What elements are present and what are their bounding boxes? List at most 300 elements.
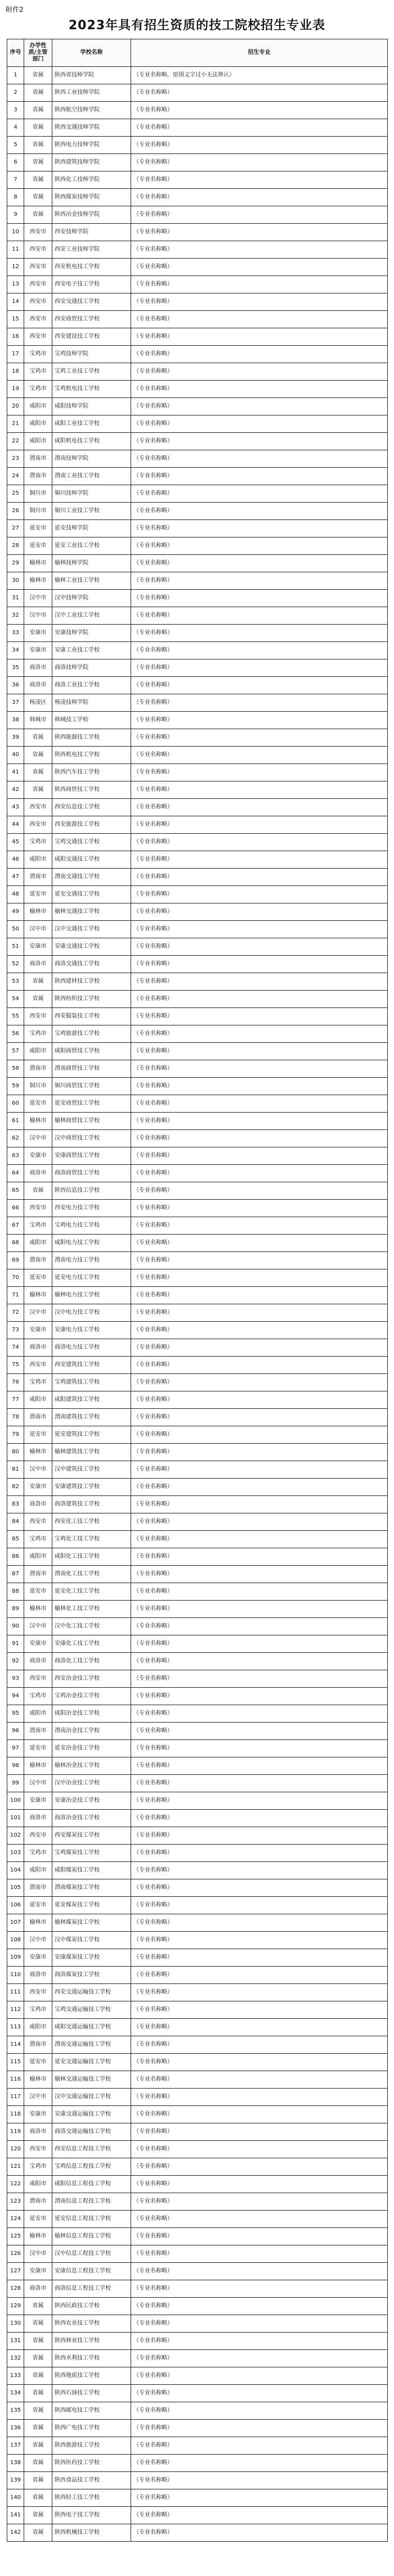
table-row: [7, 2402, 388, 2420]
cell-serial: 125: [7, 2228, 24, 2245]
cell-serial: 135: [7, 2402, 24, 2420]
cell-org: 西安市: [24, 311, 52, 328]
cell-org: 商洛市: [24, 1653, 52, 1670]
cell-org: 渭南市: [24, 1252, 52, 1269]
cell-org: 汉中市: [24, 607, 52, 625]
cell-majors: （专业名称略）: [131, 1095, 388, 1113]
cell-org: 西安市: [24, 293, 52, 311]
cell-school: 商洛技师学院: [52, 659, 131, 677]
cell-org: 延安市: [24, 537, 52, 555]
cell-serial: 117: [7, 2089, 24, 2106]
cell-serial: 121: [7, 2158, 24, 2176]
cell-org: 省属: [24, 2333, 52, 2350]
cell-org: 省属: [24, 67, 52, 84]
cell-org: 咸阳市: [24, 415, 52, 433]
cell-majors: （专业名称略）: [131, 259, 388, 276]
cell-org: 铜川市: [24, 1078, 52, 1095]
cell-school: 延安化工技工学校: [52, 1583, 131, 1601]
cell-majors: （专业名称略）: [131, 2054, 388, 2071]
cell-serial: 20: [7, 398, 24, 415]
cell-school: 商洛煤炭技工学校: [52, 1967, 131, 1984]
cell-school: 陕西汽车技工学校: [52, 764, 131, 781]
table-row: [7, 1949, 388, 1967]
cell-majors: （专业名称略）: [131, 1897, 388, 1914]
cell-school: 咸阳商贸技工学校: [52, 1043, 131, 1060]
cell-majors: （专业名称略）: [131, 764, 388, 781]
cell-school: 陕西冶金技师学院: [52, 206, 131, 224]
cell-org: 渭南市: [24, 2193, 52, 2211]
cell-school: 延安商贸技工学校: [52, 1095, 131, 1113]
cell-org: 商洛市: [24, 956, 52, 973]
cell-majors: （专业名称略）: [131, 363, 388, 381]
table-row: [7, 503, 388, 520]
cell-majors: （专业名称略）: [131, 1914, 388, 1932]
table-row: [7, 1653, 388, 1670]
table-row: [7, 1810, 388, 1827]
table-row: [7, 241, 388, 259]
table-row: [7, 1688, 388, 1705]
cell-org: 安康市: [24, 1147, 52, 1165]
cell-org: 杨凌区: [24, 694, 52, 712]
table-row: [7, 642, 388, 659]
cell-school: 陕西水利技工学校: [52, 2350, 131, 2367]
cell-majors: （专业名称略）: [131, 2385, 388, 2402]
cell-school: 陕西航空技师学院: [52, 102, 131, 119]
cell-org: 省属: [24, 154, 52, 171]
cell-school: 延安工业技工学校: [52, 537, 131, 555]
cell-serial: 71: [7, 1287, 24, 1304]
cell-org: 省属: [24, 2315, 52, 2333]
cell-serial: 116: [7, 2071, 24, 2089]
cell-majors: （专业名称略）: [131, 2106, 388, 2123]
table-row: [7, 102, 388, 119]
cell-org: 西安市: [24, 1008, 52, 1025]
cell-majors: （专业名称略）: [131, 1339, 388, 1357]
cell-majors: （专业名称略）: [131, 1496, 388, 1513]
cell-org: 汉中市: [24, 921, 52, 938]
cell-school: 陕西农业技工学校: [52, 2315, 131, 2333]
cell-serial: 97: [7, 1740, 24, 1757]
table-row: [7, 1304, 388, 1322]
table-row: [7, 1130, 388, 1147]
cell-majors: （专业名称略）: [131, 276, 388, 293]
cell-org: 省属: [24, 206, 52, 224]
cell-school: 西安机电技工学校: [52, 259, 131, 276]
cell-serial: 67: [7, 1217, 24, 1235]
cell-majors: （专业名称略）: [131, 2524, 388, 2542]
cell-majors: （专业名称略）: [131, 415, 388, 433]
cell-serial: 16: [7, 328, 24, 346]
cell-majors: （专业名称略）: [131, 2123, 388, 2141]
cell-majors: （专业名称略）: [131, 468, 388, 485]
cell-majors: （专业名称略）: [131, 1025, 388, 1043]
table-row: [7, 2472, 388, 2489]
cell-serial: 85: [7, 1531, 24, 1548]
cell-serial: 128: [7, 2280, 24, 2298]
cell-majors: （专业名称略）: [131, 189, 388, 206]
cell-org: 延安市: [24, 2211, 52, 2228]
cell-serial: 65: [7, 1182, 24, 1200]
cell-school: 渭南冶金技工学校: [52, 1723, 131, 1740]
table-row: [7, 2141, 388, 2158]
table-row: [7, 2193, 388, 2211]
cell-serial: 120: [7, 2141, 24, 2158]
table-row: [7, 2071, 388, 2089]
cell-org: 延安市: [24, 1269, 52, 1287]
cell-school: 汉中电力技工学校: [52, 1304, 131, 1322]
cell-school: 西安信息工程技工学校: [52, 2141, 131, 2158]
table-row: [7, 747, 388, 764]
cell-org: 省属: [24, 2385, 52, 2402]
cell-school: 宝鸡化工技工学校: [52, 1531, 131, 1548]
cell-majors: （专业名称略）: [131, 1426, 388, 1444]
table-row: [7, 2420, 388, 2437]
cell-serial: 49: [7, 903, 24, 921]
table-row: [7, 1461, 388, 1479]
cell-majors: （专业名称略）: [131, 171, 388, 189]
cell-school: 延安信息工程技工学校: [52, 2211, 131, 2228]
cell-org: 西安市: [24, 1670, 52, 1688]
cell-majors: （专业名称略）: [131, 119, 388, 137]
cell-school: 榆林商贸技工学校: [52, 1113, 131, 1130]
cell-school: 西安交通运输技工学校: [52, 1984, 131, 2001]
cell-org: 安康市: [24, 1479, 52, 1496]
cell-school: 渭南交通技工学校: [52, 869, 131, 886]
table-row: [7, 415, 388, 433]
cell-majors: （专业名称略）: [131, 1635, 388, 1653]
cell-school: 榆林工业技工学校: [52, 572, 131, 590]
cell-majors: （专业名称略）: [131, 328, 388, 346]
table-row: [7, 625, 388, 642]
cell-school: 咸阳电力技工学校: [52, 1235, 131, 1252]
table-row: [7, 781, 388, 799]
table-row: [7, 84, 388, 102]
cell-majors: （专业名称略）: [131, 694, 388, 712]
cell-org: 榆林市: [24, 1757, 52, 1775]
table-row: [7, 1879, 388, 1897]
cell-majors: （专业名称略）: [131, 590, 388, 607]
table-row: [7, 834, 388, 851]
cell-serial: 51: [7, 938, 24, 956]
cell-majors: （专业名称略）: [131, 799, 388, 816]
cell-majors: （专业名称略）: [131, 2176, 388, 2193]
cell-majors: （专业名称略）: [131, 1670, 388, 1688]
cell-majors: （专业名称略）: [131, 851, 388, 869]
cell-school: 陕西旅游技工学校: [52, 2437, 131, 2455]
cell-serial: 38: [7, 712, 24, 729]
cell-org: 汉中市: [24, 1618, 52, 1635]
cell-majors: （专业名称略）: [131, 2071, 388, 2089]
table-row: [7, 189, 388, 206]
cell-serial: 21: [7, 415, 24, 433]
cell-school: 汉中建筑技工学校: [52, 1461, 131, 1479]
cell-school: 榆林信息工程技工学校: [52, 2228, 131, 2245]
cell-school: 咸阳信息工程技工学校: [52, 2176, 131, 2193]
cell-org: 汉中市: [24, 590, 52, 607]
table-row: [7, 2001, 388, 2019]
cell-org: 宝鸡市: [24, 2158, 52, 2176]
cell-school: 陕西交通技师学院: [52, 119, 131, 137]
cell-org: 咸阳市: [24, 2176, 52, 2193]
cell-serial: 122: [7, 2176, 24, 2193]
cell-serial: 46: [7, 851, 24, 869]
cell-org: 渭南市: [24, 1566, 52, 1583]
cell-serial: 40: [7, 747, 24, 764]
cell-serial: 35: [7, 659, 24, 677]
table-row: [7, 1862, 388, 1879]
cell-serial: 84: [7, 1513, 24, 1531]
majors-table: [7, 39, 388, 2542]
table-row: [7, 1322, 388, 1339]
cell-org: 西安市: [24, 1513, 52, 1531]
cell-majors: （专业名称略）: [131, 1147, 388, 1165]
cell-school: 陕西食品技工学校: [52, 2472, 131, 2489]
cell-serial: 108: [7, 1932, 24, 1949]
cell-org: 宝鸡市: [24, 1374, 52, 1391]
cell-org: 榆林市: [24, 2071, 52, 2089]
cell-serial: 113: [7, 2019, 24, 2036]
cell-majors: （专业名称略）: [131, 2228, 388, 2245]
cell-org: 省属: [24, 991, 52, 1008]
header-org: 办学性质/主管部门: [24, 39, 52, 67]
cell-serial: 132: [7, 2350, 24, 2367]
table-row: [7, 2333, 388, 2350]
cell-school: 杨凌技师学院: [52, 694, 131, 712]
table-row: [7, 2019, 388, 2036]
cell-org: 省属: [24, 2420, 52, 2437]
cell-org: 榆林市: [24, 1914, 52, 1932]
cell-school: 汉中信息工程技工学校: [52, 2245, 131, 2263]
cell-org: 渭南市: [24, 2036, 52, 2054]
cell-serial: 95: [7, 1705, 24, 1723]
page-title: 2023年具有招生资质的技工院校招生专业表: [68, 19, 326, 33]
table-row: [7, 1792, 388, 1810]
cell-serial: 66: [7, 1200, 24, 1217]
cell-serial: 36: [7, 677, 24, 694]
cell-serial: 141: [7, 2507, 24, 2524]
cell-school: 宝鸡交通技工学校: [52, 834, 131, 851]
cell-majors: （专业名称略）: [131, 921, 388, 938]
table-row: [7, 293, 388, 311]
cell-majors: （专业名称略）: [131, 1287, 388, 1304]
cell-school: 陕西化工技师学院: [52, 171, 131, 189]
cell-org: 省属: [24, 781, 52, 799]
cell-school: 榆林冶金技工学校: [52, 1757, 131, 1775]
cell-majors: （专业名称略）: [131, 433, 388, 450]
cell-majors: （专业名称略）: [131, 241, 388, 259]
cell-majors: （专业名称略）: [131, 1932, 388, 1949]
cell-majors: （专业名称略）: [131, 1967, 388, 1984]
cell-serial: 112: [7, 2001, 24, 2019]
cell-majors: （专业名称略）: [131, 2158, 388, 2176]
cell-school: 渭南建筑技工学校: [52, 1409, 131, 1426]
table-row: [7, 1113, 388, 1130]
cell-serial: 7: [7, 171, 24, 189]
cell-school: 渭南煤炭技工学校: [52, 1879, 131, 1897]
cell-serial: 92: [7, 1653, 24, 1670]
cell-school: 安康交通运输技工学校: [52, 2106, 131, 2123]
cell-school: 宝鸡工业技工学校: [52, 363, 131, 381]
cell-majors: （专业名称略）: [131, 2263, 388, 2280]
cell-serial: 45: [7, 834, 24, 851]
cell-serial: 61: [7, 1113, 24, 1130]
cell-serial: 76: [7, 1374, 24, 1391]
cell-org: 商洛市: [24, 1165, 52, 1182]
cell-serial: 15: [7, 311, 24, 328]
header-serial: 序号: [7, 39, 24, 67]
cell-school: 陕西信息技工学校: [52, 1182, 131, 1200]
cell-org: 商洛市: [24, 1967, 52, 1984]
cell-school: 商洛电力技工学校: [52, 1339, 131, 1357]
cell-org: 西安市: [24, 799, 52, 816]
cell-org: 安康市: [24, 1322, 52, 1339]
cell-majors: （专业名称略）: [131, 2420, 388, 2437]
cell-serial: 11: [7, 241, 24, 259]
cell-school: 延安技师学院: [52, 520, 131, 537]
cell-org: 省属: [24, 2507, 52, 2524]
cell-school: 陕西邮电技工学校: [52, 2402, 131, 2420]
table-row: [7, 1583, 388, 1601]
table-row: [7, 1496, 388, 1513]
cell-school: 延安煤炭技工学校: [52, 1897, 131, 1914]
cell-serial: 106: [7, 1897, 24, 1914]
cell-majors: （专业名称略）: [131, 973, 388, 991]
cell-school: 铜川工业技工学校: [52, 503, 131, 520]
table-row: [7, 2489, 388, 2507]
table-row: [7, 764, 388, 781]
cell-majors: （专业名称略）: [131, 555, 388, 572]
cell-majors: （专业名称略）: [131, 642, 388, 659]
cell-school: 安康信息工程技工学校: [52, 2263, 131, 2280]
cell-school: 榆林煤炭技工学校: [52, 1914, 131, 1932]
cell-majors: （专业名称略）: [131, 398, 388, 415]
cell-org: 西安市: [24, 328, 52, 346]
cell-serial: 136: [7, 2420, 24, 2437]
cell-org: 省属: [24, 1182, 52, 1200]
cell-serial: 31: [7, 590, 24, 607]
cell-school: 延安交通运输技工学校: [52, 2054, 131, 2071]
cell-serial: 34: [7, 642, 24, 659]
cell-majors: （专业名称略）: [131, 938, 388, 956]
table-row: [7, 2054, 388, 2071]
cell-school: 商洛交通运输技工学校: [52, 2123, 131, 2141]
cell-majors: （专业名称略）: [131, 206, 388, 224]
cell-org: 延安市: [24, 520, 52, 537]
cell-serial: 2: [7, 84, 24, 102]
cell-org: 汉中市: [24, 2245, 52, 2263]
cell-org: 咸阳市: [24, 433, 52, 450]
table-row: [7, 1548, 388, 1566]
table-row: [7, 869, 388, 886]
cell-org: 省属: [24, 119, 52, 137]
cell-org: 延安市: [24, 1426, 52, 1444]
cell-serial: 114: [7, 2036, 24, 2054]
cell-school: 陕西地质技工学校: [52, 2367, 131, 2385]
cell-serial: 100: [7, 1792, 24, 1810]
cell-serial: 1: [7, 67, 24, 84]
cell-serial: 4: [7, 119, 24, 137]
annex-label: 附件2: [6, 6, 24, 13]
table-row: [7, 1025, 388, 1043]
table-row: [7, 938, 388, 956]
cell-org: 宝鸡市: [24, 1688, 52, 1705]
cell-serial: 58: [7, 1060, 24, 1078]
cell-serial: 126: [7, 2245, 24, 2263]
cell-org: 延安市: [24, 1740, 52, 1757]
cell-majors: （专业名称略）: [131, 1182, 388, 1200]
table-row: [7, 1182, 388, 1200]
cell-serial: 98: [7, 1757, 24, 1775]
cell-majors: （专业名称略）: [131, 747, 388, 764]
cell-org: 咸阳市: [24, 398, 52, 415]
cell-serial: 131: [7, 2333, 24, 2350]
cell-serial: 69: [7, 1252, 24, 1269]
cell-serial: 68: [7, 1235, 24, 1252]
cell-school: 西安建设技工学校: [52, 328, 131, 346]
cell-org: 省属: [24, 2350, 52, 2367]
cell-school: 汉中化工技工学校: [52, 1618, 131, 1635]
cell-org: 渭南市: [24, 468, 52, 485]
cell-serial: 24: [7, 468, 24, 485]
cell-school: 西安冶金技工学校: [52, 1670, 131, 1688]
cell-majors: （专业名称略）: [131, 503, 388, 520]
table-row: [7, 1845, 388, 1862]
table-row: [7, 2106, 388, 2123]
table-row: [7, 2280, 388, 2298]
cell-serial: 88: [7, 1583, 24, 1601]
cell-school: 榆林建筑技工学校: [52, 1444, 131, 1461]
cell-serial: 129: [7, 2298, 24, 2315]
cell-school: 西安信息技工学校: [52, 799, 131, 816]
cell-serial: 25: [7, 485, 24, 503]
cell-serial: 8: [7, 189, 24, 206]
cell-majors: （专业名称略）: [131, 2245, 388, 2263]
cell-org: 西安市: [24, 2141, 52, 2158]
cell-org: 铜川市: [24, 485, 52, 503]
cell-majors: （专业名称略）: [131, 2298, 388, 2315]
cell-serial: 48: [7, 886, 24, 903]
cell-school: 宝鸡旅游技工学校: [52, 1025, 131, 1043]
cell-school: 陕西林业技工学校: [52, 2333, 131, 2350]
table-row: [7, 276, 388, 293]
cell-majors: （专业名称略）: [131, 869, 388, 886]
cell-majors: （专业名称略）: [131, 834, 388, 851]
cell-serial: 39: [7, 729, 24, 747]
cell-org: 安康市: [24, 1949, 52, 1967]
cell-majors: （专业名称略）: [131, 2367, 388, 2385]
cell-majors: （专业名称略）: [131, 1444, 388, 1461]
cell-majors: （专业名称略）: [131, 1200, 388, 1217]
table-row: [7, 1827, 388, 1845]
table-row: [7, 1374, 388, 1391]
table-row: [7, 2507, 388, 2524]
cell-org: 西安市: [24, 1827, 52, 1845]
cell-org: 渭南市: [24, 1723, 52, 1740]
table-row: [7, 328, 388, 346]
table-row: [7, 1060, 388, 1078]
table-row: [7, 2123, 388, 2141]
cell-majors: （专业名称略）: [131, 2437, 388, 2455]
cell-majors: （专业名称略）: [131, 1130, 388, 1147]
table-row: [7, 799, 388, 816]
cell-school: 西安煤炭技工学校: [52, 1827, 131, 1845]
table-row: [7, 537, 388, 555]
table-row: [7, 956, 388, 973]
cell-serial: 86: [7, 1548, 24, 1566]
cell-majors: （专业名称略）: [131, 1548, 388, 1566]
table-row: [7, 2228, 388, 2245]
cell-school: 渭南信息工程技工学校: [52, 2193, 131, 2211]
